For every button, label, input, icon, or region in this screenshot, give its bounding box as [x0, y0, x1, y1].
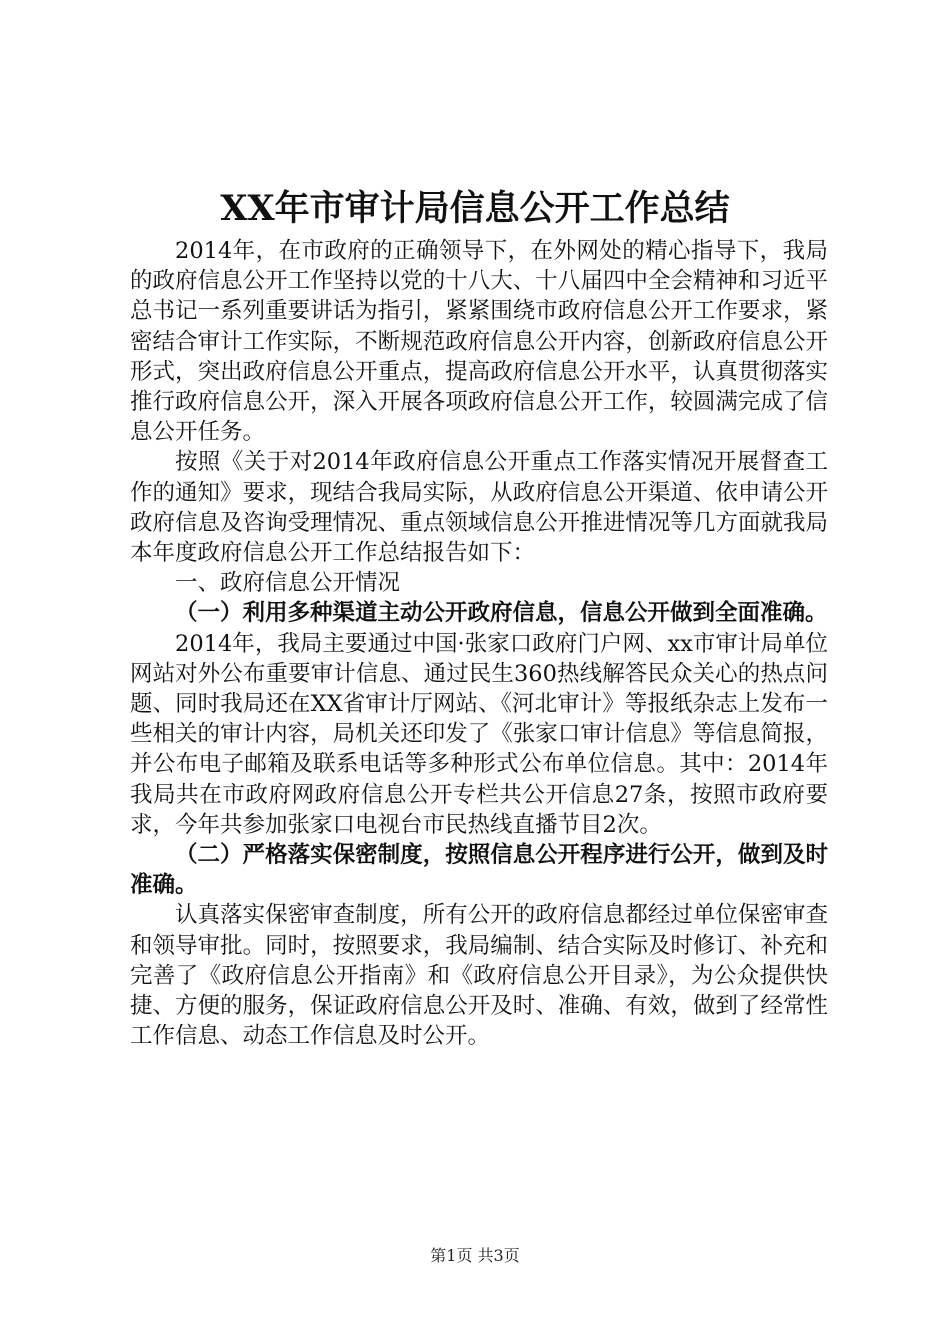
paragraph-basis: 按照《关于对2014年政府信息公开重点工作落实情况开展督查工作的通知》要求，现结合我局实际，从政府信息公开渠道、依申请公开政府信息及咨询受理情况、重点领域信息公开推进情况等几方面就我局本年度政府信息公开工作总结报告如下：	[130, 449, 828, 567]
document-body	[130, 236, 828, 1051]
paragraph-channels: 2014年，我局主要通过中国·张家口政府门户网、xx市审计局单位网站对外公布重要审计信息、通过民生360热线解答民众关心的热点问题、同时我局还在XX省审计厅网站、《河北审计》等报纸杂志上发布一些相关的审计内容，局机关还印发了《张家口审计信息》等信息简报，并公布电子邮箱及联系电话等多种形式公布单位信息。其中：2014年我局共在市政府网政府信息公开专栏共公开信息27条，按照市政府要求，今年共参加张家口电视台市民热线直播节目2次。	[130, 630, 828, 838]
paragraph-intro: 2014年，在市政府的正确领导下，在外网处的精心指导下，我局的政府信息公开工作坚持以党的十八大、十八届四中全会精神和习近平总书记一系列重要讲话为指引，紧紧围绕市政府信息公开工作要求，紧密结合审计工作实际，不断规范政府信息公开内容，创新政府信息公开形式，突出政府信息公开重点，提高政府信息公开水平，认真贯彻落实推行政府信息公开，深入开展各项政府信息公开工作，较圆满完成了信息公开任务。	[130, 238, 828, 446]
document-title: XX年市审计局信息公开工作总结	[220, 188, 730, 229]
subsection-heading-2: （二）严格落实保密制度，按照信息公开程序进行公开，做到及时准确。	[130, 842, 828, 899]
subsection-heading-1: （一）利用多种渠道主动公开政府信息，信息公开做到全面准确。	[175, 600, 828, 627]
paragraph-confidentiality: 认真落实保密审查制度，所有公开的政府信息都经过单位保密审查和领导审批。同时，按照要求，我局编制、结合实际及时修订、补充和完善了《政府信息公开指南》和《政府信息公开目录》，为公众提供快捷、方便的服务，保证政府信息公开及时、准确、有效，做到了经常性工作信息、动态工作信息及时公开。	[130, 902, 828, 1050]
page-number-footer: 第1页 共3页	[430, 1246, 520, 1265]
section-heading: 一、政府信息公开情况	[175, 570, 401, 597]
